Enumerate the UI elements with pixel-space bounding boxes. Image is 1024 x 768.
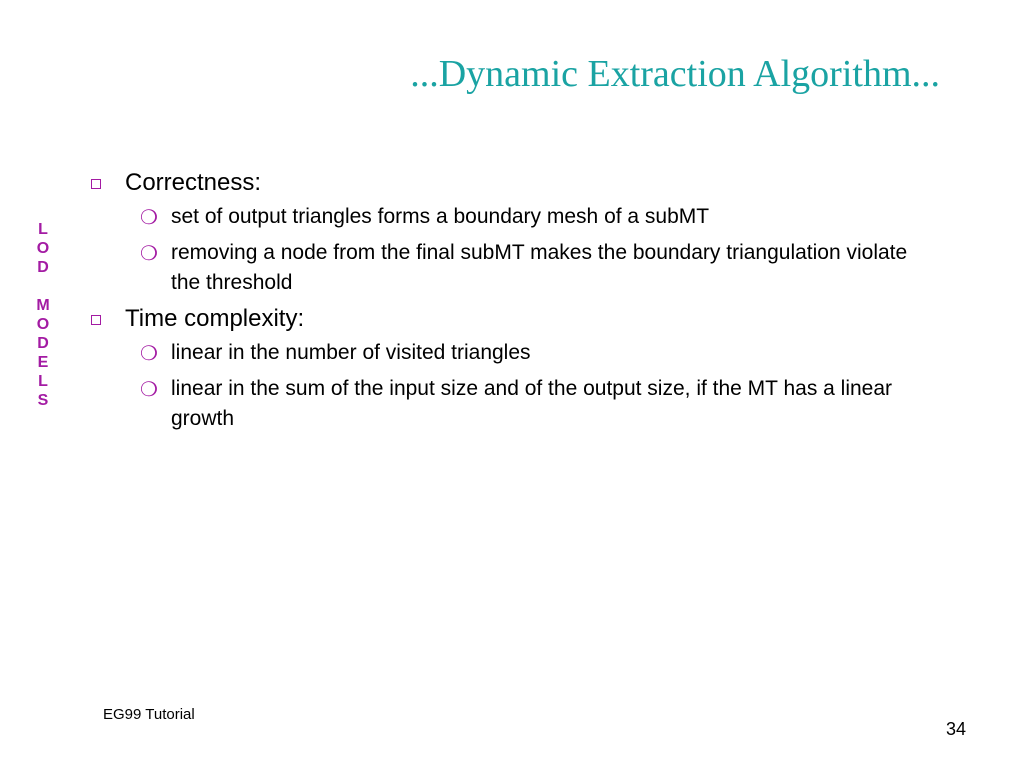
sub-bullet-text: set of output triangles forms a boundary mesh of a subMT [171,205,710,228]
sub-bullet-item [88,374,931,434]
bullet-text: Correctness: [125,169,262,196]
bullet-item [88,304,968,334]
side-letter: O [36,240,50,257]
sub-bullet-item [88,338,931,368]
side-letter: D [37,259,49,276]
side-letter: D [37,335,49,352]
square-bullet-icon [91,315,101,325]
bullet-item [88,168,968,198]
square-bullet-icon [91,179,101,189]
side-letter: L [38,221,48,238]
bullet-list [88,168,968,440]
side-letter: L [38,373,48,390]
footer-label: EG99 Tutorial [103,706,195,723]
circle-bullet-icon: ❍ [140,241,158,265]
sub-bullet-item [88,238,931,298]
side-letter: O [36,316,50,333]
circle-bullet-icon: ❍ [140,205,158,229]
sub-bullet-text: linear in the number of visited triangles [171,341,531,364]
circle-bullet-icon: ❍ [140,377,158,401]
page-number: 34 [946,719,967,739]
side-letter-gap [30,277,56,296]
sub-bullet-item [88,202,931,232]
side-letter: E [37,354,49,371]
bullet-text: Time complexity: [125,305,305,332]
side-label [30,220,56,410]
sub-bullet-text: removing a node from the final subMT makes the boundary triangulation violate the threshold [171,241,908,294]
sub-bullet-text: linear in the sum of the input size and of the output size, if the MT has a linear growth [171,377,893,430]
circle-bullet-icon: ❍ [140,341,158,365]
side-letter: S [37,392,49,409]
slide-title: ...Dynamic Extraction Algorithm... [410,53,940,95]
side-letter: M [36,297,50,314]
